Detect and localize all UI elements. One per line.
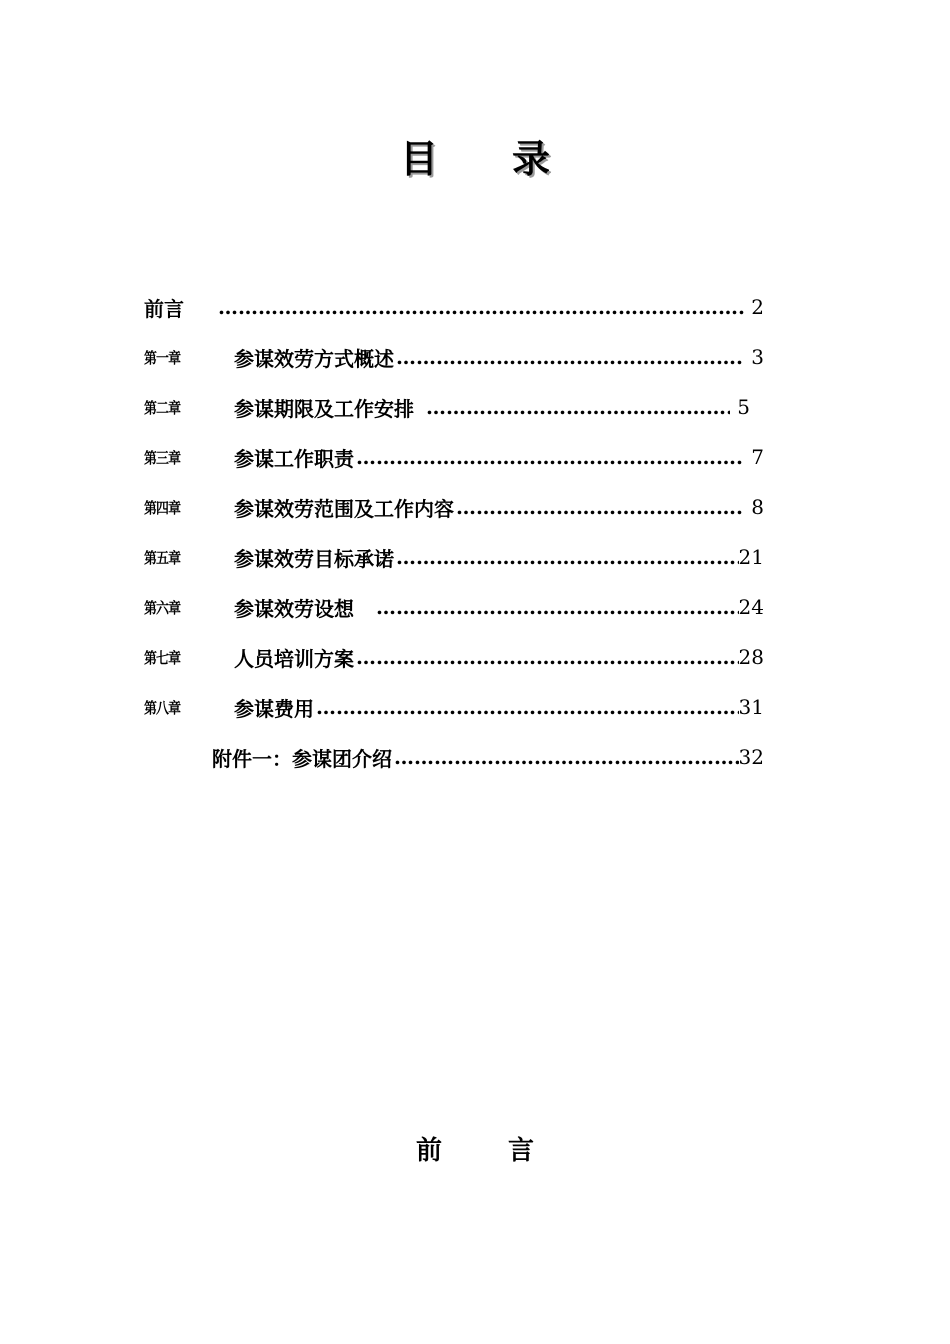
toc-entry-title: 参谋效劳设想 <box>234 596 354 621</box>
toc-entry-title: 参谋期限及工作安排 <box>234 396 414 421</box>
toc-chapter-label: 第二章 <box>144 398 181 417</box>
toc-chapter-label: 第一章 <box>144 348 181 367</box>
toc-leader-dots <box>218 295 744 319</box>
toc-entry-chapter-4[interactable] <box>144 482 764 532</box>
toc-entry-title: 参谋费用 <box>234 696 314 721</box>
toc-chapter-label: 第三章 <box>144 448 181 467</box>
toc-entry-chapter-3[interactable] <box>144 432 764 482</box>
toc-entry-chapter-6[interactable] <box>144 582 764 632</box>
toc-page-number: 8 <box>751 495 764 519</box>
toc-entry-title: 人员培训方案 <box>234 646 354 671</box>
toc-page-number: 2 <box>751 295 764 319</box>
toc-entry-chapter-7[interactable] <box>144 632 764 682</box>
toc-title-char-1: 目 <box>399 137 438 181</box>
toc-chapter-label: 第五章 <box>144 548 181 567</box>
toc-page-number: 28 <box>738 645 764 669</box>
toc-chapter-label: 第七章 <box>144 648 181 667</box>
toc-title-char-2: 录 <box>512 137 551 181</box>
toc-leader-dots <box>316 695 739 719</box>
toc-leader-dots <box>394 745 739 769</box>
toc-page-number: 5 <box>737 395 750 419</box>
toc-entry-preface[interactable] <box>144 282 764 332</box>
toc-leader-dots <box>426 395 730 419</box>
toc-title <box>0 128 950 183</box>
toc-entry-title: 参谋效劳范围及工作内容 <box>234 496 454 521</box>
toc-entry-chapter-8[interactable] <box>144 682 764 732</box>
toc-page-number: 24 <box>738 595 764 619</box>
toc-chapter-label: 第八章 <box>144 698 181 717</box>
toc-leader-dots <box>456 495 744 519</box>
toc-chapter-label: 第四章 <box>144 498 181 517</box>
toc-chapter-label: 第六章 <box>144 598 181 617</box>
preface-heading <box>0 1130 950 1167</box>
toc-leader-dots <box>356 445 744 469</box>
toc-chapter-label: 前言 <box>144 296 184 321</box>
preface-title-char-1: 前 <box>415 1136 442 1166</box>
toc-entry-title: 参谋工作职责 <box>234 446 354 471</box>
toc-page-number: 32 <box>738 745 764 769</box>
table-of-contents <box>144 282 764 782</box>
toc-entry-chapter-1[interactable] <box>144 332 764 382</box>
toc-leader-dots <box>396 545 739 569</box>
toc-entry-title: 附件一：参谋团介绍 <box>212 746 392 771</box>
toc-entry-chapter-5[interactable] <box>144 532 764 582</box>
toc-leader-dots <box>376 595 739 619</box>
toc-page-number: 7 <box>751 445 764 469</box>
toc-entry-chapter-2[interactable] <box>144 382 750 432</box>
toc-entry-appendix-1[interactable] <box>144 732 764 782</box>
preface-title-char-2: 言 <box>508 1136 535 1166</box>
toc-leader-dots <box>396 345 744 369</box>
toc-page-number: 31 <box>738 695 764 719</box>
toc-leader-dots <box>356 645 739 669</box>
toc-entry-title: 参谋效劳目标承诺 <box>234 546 394 571</box>
toc-page-number: 21 <box>738 545 764 569</box>
toc-page-number: 3 <box>751 345 764 369</box>
toc-entry-title: 参谋效劳方式概述 <box>234 346 394 371</box>
